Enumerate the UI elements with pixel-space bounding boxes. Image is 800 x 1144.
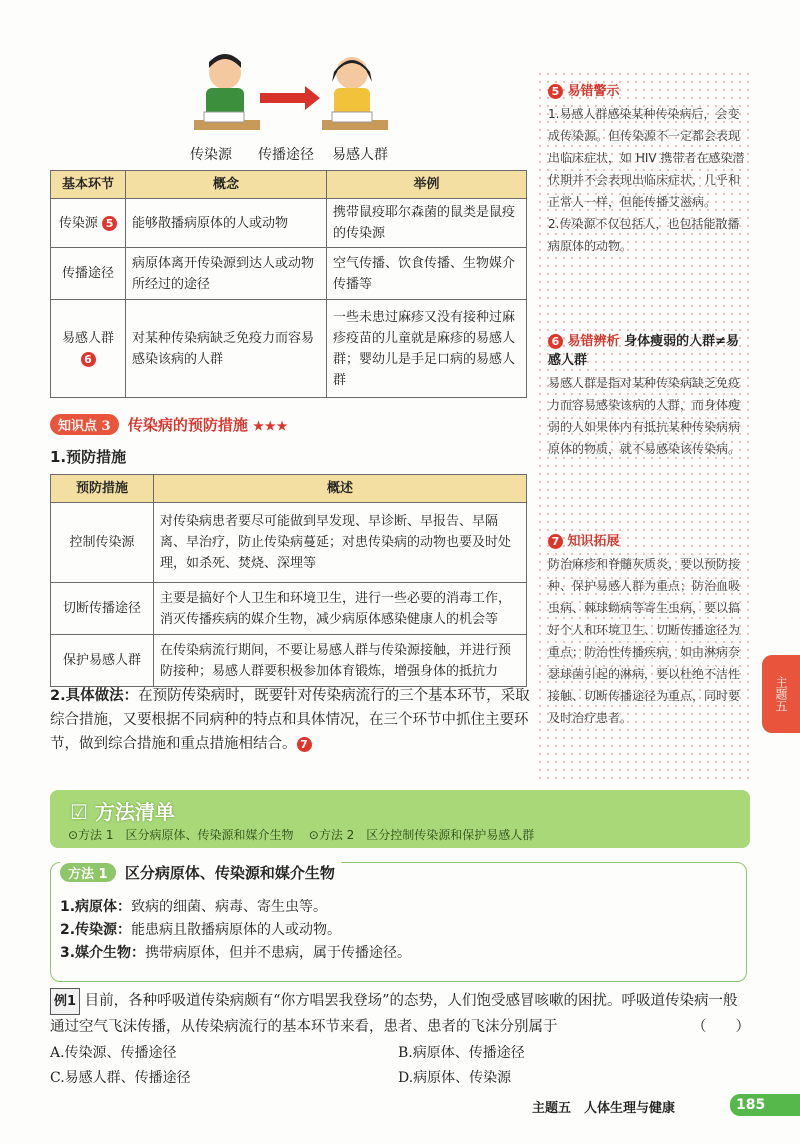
- note-box-7: [548, 530, 748, 729]
- example-question: [50, 988, 750, 1040]
- basic-links-table: [50, 170, 527, 398]
- method1-title: 方法 1 区分病原体、传染源和媒介生物: [60, 862, 341, 883]
- girl-figure: [322, 57, 388, 130]
- section1-title: 1.预防措施: [50, 448, 127, 466]
- table-cell: 空气传播、饮食传播、生物媒介传播等: [327, 248, 527, 300]
- page-number: 185: [730, 1094, 800, 1116]
- row-name: 传染源: [58, 215, 98, 231]
- table-cell: 在传染病流行期间，不要让易感人群与传染源接触，并进行预防接种；易感人群要积极参加体育锻炼，增强身体的抵抗力: [154, 635, 527, 687]
- chapter-side-tab[interactable]: 主题五: [762, 655, 800, 733]
- option-a[interactable]: A.传染源、传播途径: [50, 1045, 177, 1061]
- question-text: 目前，各种呼吸道传染病颇有“你方唱罢我登场”的态势，人们饱受感冒咳嗽的困扰。呼吸道传染病一般通过空气飞沫传播，从传染病流行的基本环节来看，患者、患者的飞沫分别属于: [50, 993, 738, 1035]
- note-badge: 7: [297, 737, 312, 752]
- table-cell: 主要是搞好个人卫生和环境卫生，进行一些必要的消毒工作，消灭传播疾病的媒介生物，减少病原体感染健康人的机会等: [154, 583, 527, 635]
- table-cell: [51, 199, 126, 248]
- prevention-table: [50, 474, 527, 687]
- table-cell: 一些未患过麻疹又没有接种过麻疹疫苗的儿童就是麻疹的易感人群；婴幼儿是手足口病的易感人群: [327, 300, 527, 398]
- table-cell: 对某种传染病缺乏免疫力而容易感染该病的人群: [126, 300, 327, 398]
- knowledge-point-title: [50, 414, 288, 435]
- footer-chapter: 主题五 人体生理与健康: [532, 1101, 676, 1116]
- note-title: 6 易错辨析 身体瘦弱的人群≠易感人群: [548, 334, 739, 368]
- table-cell: 对传染病患者要尽可能做到早发现、早诊断、早报告、早隔离、早治疗，防止传染病蔓延；对患传染病的动物也要及时处理，如杀死、焚烧、深埋等: [154, 503, 527, 583]
- arrow-icon: [260, 86, 320, 110]
- table-cell: 控制传染源: [51, 503, 154, 583]
- table-header: 预防措施: [51, 475, 154, 503]
- note-item: 2.传染源不仅包括人，也包括能散播病原体的动物。: [548, 217, 740, 253]
- note-text: 防治麻疹和脊髓灰质炎，要以预防接种、保护易感人群为重点；防治血吸虫病、棘球蚴病等寄生虫病，要以搞好个人和环境卫生、切断传播途径为重点；防治性传播疾病，如由淋病奈瑟球菌引起的淋病，要以杜绝不洁性接触、切断传播途径为重点，同时要及时治疗患者。: [548, 557, 741, 725]
- note-title: 5 易错警示: [548, 80, 748, 99]
- method-tag: 方法 1: [60, 863, 116, 882]
- table-row: [51, 583, 527, 635]
- row-name: 易感人群: [61, 330, 114, 346]
- table-header: 举例: [327, 171, 527, 199]
- table-row: [51, 199, 527, 248]
- method1-list: [60, 896, 740, 965]
- list-item: 2.传染源：能患病且散播病原体的人或动物。: [60, 922, 342, 938]
- method-list-banner: [50, 790, 750, 848]
- section2-paragraph: [50, 684, 530, 756]
- table-header: 基本环节: [51, 171, 126, 199]
- table-header: 概述: [154, 475, 527, 503]
- answer-paren: （ ）: [692, 1019, 750, 1035]
- example-tag: 例1: [50, 988, 80, 1015]
- option-c[interactable]: C.易感人群、传播途径: [50, 1070, 191, 1086]
- section2-title: 2.具体做法：: [50, 688, 139, 704]
- kp-title: 传染病的预防措施: [127, 416, 248, 434]
- table-row: [51, 248, 527, 300]
- option-b[interactable]: B.病原体、传播途径: [398, 1045, 525, 1061]
- table-row: [51, 635, 527, 687]
- table-cell: 传播途径: [51, 248, 126, 300]
- sidebar-notes: [536, 70, 750, 780]
- table-cell: 切断传播途径: [51, 583, 154, 635]
- checkbox-icon: ☑: [70, 800, 88, 824]
- list-item: 3.媒介生物：携带病原体，但并不患病，属于传播途径。: [60, 945, 412, 961]
- note-box-6: [548, 330, 748, 460]
- table-cell: 保护易感人群: [51, 635, 154, 687]
- method-links: [68, 826, 534, 843]
- table-row: [51, 300, 527, 398]
- note-title: 7 知识拓展: [548, 530, 748, 549]
- option-d[interactable]: D.病原体、传染源: [398, 1070, 512, 1086]
- table-header-row: [51, 171, 527, 199]
- note-badge: 6: [81, 352, 96, 367]
- table-cell: 携带鼠疫耶尔森菌的鼠类是鼠疫的传染源: [327, 199, 527, 248]
- method-banner-title: ☑ 方法清单: [70, 800, 175, 824]
- table-cell: 能够散播病原体的人或动物: [126, 199, 327, 248]
- caption-susceptible: 易感人群: [332, 147, 388, 163]
- table-header-row: [51, 475, 527, 503]
- list-item: 1.病原体：致病的细菌、病毒、寄生虫等。: [60, 899, 328, 915]
- kp-tag: 知识点 3: [50, 414, 119, 435]
- table-row: [51, 503, 527, 583]
- note-badge: 5: [102, 216, 117, 231]
- method-link-1[interactable]: ⊙方法 1 区分病原体、传染源和媒介生物: [68, 828, 294, 842]
- section2-text: 在预防传染病时，既要针对传染病流行的三个基本环节，采取综合措施，又要根据不同病种的特点和具体情况，在三个环节中抓住主要环节，做到综合措施和重点措施相结合。: [50, 688, 530, 752]
- caption-route: 传播途径: [258, 147, 314, 163]
- note-item: 1.易感人群感染某种传染病后，会变成传染源。但传染源不一定都会表现出临床症状，如 HIV 携带者在感染潜伏期并不会表现出临床症状，几乎和正常人一样，但能传播艾滋病。: [548, 107, 745, 209]
- note-box-5: [548, 80, 748, 257]
- star-rating-icon: ★★★: [253, 419, 289, 433]
- boy-figure: [194, 54, 260, 130]
- table-cell: 病原体离开传染源到达人或动物所经过的途径: [126, 248, 327, 300]
- method-link-2[interactable]: ⊙方法 2 区分控制传染源和保护易感人群: [308, 828, 535, 842]
- table-header: 概念: [126, 171, 327, 199]
- caption-source: 传染源: [190, 147, 232, 163]
- note-text: 易感人群是指对某种传染病缺乏免疫力而容易感染该病的人群，而身体瘦弱的人如果体内有抵抗某种传染病病原体的物质，就不易感染该传染病。: [548, 376, 741, 456]
- table-cell: [51, 300, 126, 398]
